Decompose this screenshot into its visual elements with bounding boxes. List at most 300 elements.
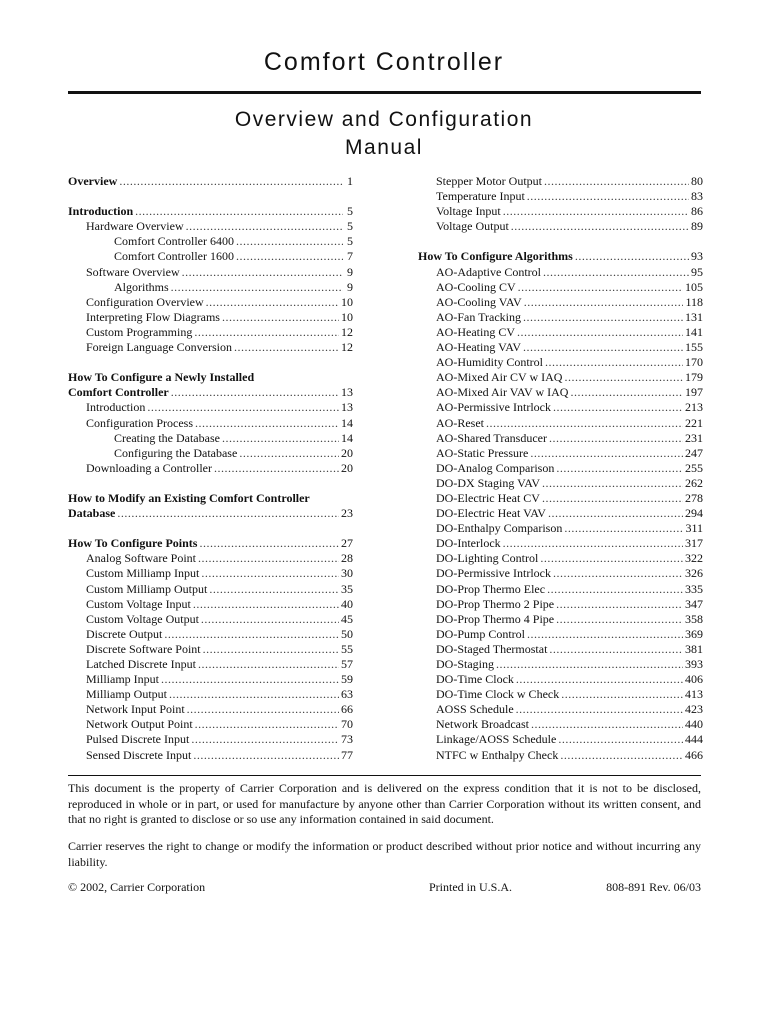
toc-entry-label: DO-Time Clock w Check [436, 687, 560, 702]
toc-leader-dots [187, 702, 339, 717]
toc-entry-label: Discrete Output [86, 626, 163, 641]
toc-leader-dots [147, 400, 339, 415]
toc-page-number: 50 [341, 626, 353, 641]
toc-entry[interactable] [418, 521, 703, 536]
toc-entry-label: DO-Electric Heat VAV [436, 506, 546, 521]
toc-leader-dots [209, 582, 339, 597]
toc-page-number: 413 [685, 687, 703, 702]
toc-leader-dots [560, 748, 683, 763]
toc-entry-label: Custom Programming [86, 324, 193, 339]
toc-page-number: 255 [685, 460, 703, 475]
toc-page-number: 83 [691, 189, 703, 204]
toc-entry-label: How to Modify an Existing Comfort Controller [68, 490, 310, 505]
toc-entry-label: Sensed Discrete Input [86, 747, 192, 762]
toc-leader-dots [570, 385, 683, 400]
toc-leader-dots [547, 582, 683, 597]
toc-entry-label: Voltage Input [436, 204, 501, 219]
toc-left-column [68, 174, 353, 763]
toc-leader-dots [171, 280, 343, 295]
toc-leader-dots [195, 416, 339, 431]
toc-page-number: 322 [685, 551, 703, 566]
toc-page-number: 5 [347, 204, 353, 219]
toc-leader-dots [119, 174, 343, 189]
toc-entry[interactable] [68, 385, 353, 400]
toc-entry-label: Linkage/AOSS Schedule [436, 732, 557, 747]
toc-entry-label: AO-Fan Tracking [436, 309, 522, 324]
toc-page-number: 347 [685, 596, 703, 611]
toc-entry[interactable] [418, 446, 703, 461]
toc-entry[interactable] [68, 370, 353, 385]
toc-page-number: 12 [341, 324, 353, 339]
toc-entry[interactable] [68, 295, 353, 310]
toc-entry-label: Configuration Overview [86, 294, 204, 309]
toc-page-number: 5 [347, 234, 353, 249]
toc-entry-label: DO-Staging [436, 657, 494, 671]
toc-entry-label: AO-Adaptive Control [436, 264, 541, 279]
toc-entry-label: Network Output Point [86, 717, 193, 732]
toc-page-number: 14 [341, 430, 353, 445]
toc-leader-dots [503, 204, 689, 219]
toc-entry-label: Milliamp Input [86, 672, 159, 687]
toc-page-number: 12 [341, 340, 353, 355]
toc-entry-label: DO-Prop Thermo Elec [436, 581, 546, 596]
toc-spacer [68, 189, 353, 204]
toc-entry[interactable] [418, 400, 703, 415]
toc-leader-dots [549, 642, 683, 657]
toc-leader-dots [193, 748, 339, 763]
toc-entry[interactable] [418, 657, 703, 672]
toc-entry[interactable] [68, 461, 353, 476]
toc-entry-label: AO-Heating VAV [436, 340, 522, 355]
toc-page-number: 23 [341, 506, 353, 521]
toc-entry-label: Foreign Language Conversion [86, 340, 232, 355]
toc-entry[interactable] [418, 265, 703, 280]
toc-right-column [418, 174, 703, 763]
toc-page-number: 326 [685, 566, 703, 581]
toc-leader-dots [516, 672, 683, 687]
toc-entry-label: AO-Static Pressure [436, 445, 529, 460]
toc-page-number: 80 [691, 174, 703, 188]
toc-entry-label: Stepper Motor Output [436, 174, 542, 188]
toc-page-number: 89 [691, 219, 703, 234]
footer-rule [68, 775, 701, 776]
toc-entry[interactable] [68, 597, 353, 612]
toc-entry[interactable] [68, 582, 353, 597]
toc-leader-dots [530, 446, 683, 461]
toc-entry-label: DO-Prop Thermo 4 Pipe [436, 611, 555, 626]
toc-page-number: 335 [685, 581, 703, 596]
toc-entry[interactable] [418, 280, 703, 295]
toc-leader-dots [222, 431, 339, 446]
toc-entry-label: Latched Discrete Input [86, 657, 196, 671]
toc-page-number: 55 [341, 641, 353, 656]
toc-spacer [68, 476, 353, 491]
toc-entry-label: Custom Voltage Output [86, 611, 199, 626]
toc-page-number: 294 [685, 506, 703, 521]
toc-page-number: 93 [691, 249, 703, 264]
toc-entry[interactable] [68, 234, 353, 249]
toc-page-number: 13 [341, 400, 353, 415]
toc-entry-label: NTFC w Enthalpy Check [436, 747, 559, 762]
toc-page-number: 20 [341, 445, 353, 460]
toc-page-number: 311 [685, 521, 703, 536]
toc-page-number: 57 [341, 657, 353, 671]
toc-entry-label: Network Input Point [86, 702, 185, 717]
toc-entry-label: Configuration Process [86, 415, 193, 430]
toc-page-number: 155 [685, 340, 703, 355]
toc-page-number: 369 [685, 626, 703, 641]
toc-page-number: 35 [341, 581, 353, 596]
toc-spacer [418, 234, 703, 249]
toc-entry[interactable] [68, 566, 353, 581]
toc-page-number: 10 [341, 294, 353, 309]
toc-entry[interactable] [68, 416, 353, 431]
toc-entry[interactable] [68, 325, 353, 340]
toc-leader-dots [544, 174, 689, 189]
toc-entry-label: Custom Voltage Input [86, 596, 191, 611]
toc-page-number: 170 [685, 355, 703, 370]
toc-entry[interactable] [68, 431, 353, 446]
toc-entry[interactable] [68, 204, 353, 219]
toc-entry[interactable] [68, 400, 353, 415]
toc-entry-label: Comfort Controller [68, 385, 169, 400]
toc-leader-dots [206, 295, 339, 310]
toc-leader-dots [511, 219, 689, 234]
toc-page-number: 317 [685, 536, 703, 551]
toc-page-number: 118 [685, 294, 703, 309]
toc-entry-label: How To Configure Algorithms [418, 249, 573, 264]
toc-entry[interactable] [68, 732, 353, 747]
toc-page-number: 221 [685, 415, 703, 430]
toc-page-number: 197 [685, 385, 703, 400]
toc-page-number: 1 [347, 174, 353, 188]
toc-entry-label: DO-Permissive Intrlock [436, 566, 551, 581]
toc-entry-label: Custom Milliamp Input [86, 566, 200, 581]
toc-leader-dots [201, 566, 339, 581]
toc-page-number: 20 [341, 460, 353, 475]
toc-leader-dots [540, 551, 683, 566]
toc-leader-dots [523, 340, 683, 355]
property-notice: This document is the property of Carrier Corporation and is delivered on the express condition that it is not to be disclosed, reproduced in whole or in part, or used for manufacture by anyone other than Carrier Corporation without its written consent, and that no right is granted to disclose or so use any information contained in said document. [68, 781, 701, 826]
toc-leader-dots [553, 400, 683, 415]
toc-entry[interactable] [418, 310, 703, 325]
toc-page-number: 14 [341, 415, 353, 430]
toc-page-number: 73 [341, 732, 353, 747]
toc-entry-label: Configuring the Database [114, 445, 238, 460]
subtitle-line-1: Overview and Configuration [234, 108, 534, 131]
toc-entry[interactable] [418, 385, 703, 400]
toc-entry[interactable] [418, 687, 703, 702]
toc-leader-dots [169, 687, 339, 702]
toc-page-number: 59 [341, 672, 353, 687]
toc-entry-label: Interpreting Flow Diagrams [86, 309, 220, 324]
toc-entry-label: Hardware Overview [86, 219, 184, 234]
toc-entry-label: Custom Milliamp Output [86, 581, 208, 596]
toc-leader-dots [516, 702, 683, 717]
toc-entry[interactable] [68, 340, 353, 355]
toc-leader-dots [191, 732, 339, 747]
toc-page-number: 95 [691, 264, 703, 279]
toc-entry[interactable] [418, 491, 703, 506]
printed-in: Printed in U.S.A. [429, 880, 513, 894]
toc-entry-label: DO-Prop Thermo 2 Pipe [436, 596, 555, 611]
toc-page-number: 440 [685, 717, 703, 732]
toc-entry[interactable] [418, 340, 703, 355]
toc-entry-label: Downloading a Controller [86, 460, 212, 475]
toc-leader-dots [203, 642, 339, 657]
toc-page-number: 5 [347, 219, 353, 234]
toc-leader-dots [234, 340, 339, 355]
toc-page-number: 231 [685, 430, 703, 445]
toc-entry[interactable] [418, 642, 703, 657]
copyright: © 2002, Carrier Corporation [68, 880, 206, 894]
toc-entry-label: AO-Heating CV [436, 324, 515, 339]
toc-page-number: 10 [341, 309, 353, 324]
toc-entry-label: How To Configure Points [68, 536, 198, 551]
toc-entry[interactable] [418, 476, 703, 491]
toc-entry-label: DO-Enthalpy Comparison [436, 521, 563, 536]
toc-page-number: 358 [685, 611, 703, 626]
toc-entry[interactable] [418, 295, 703, 310]
toc-leader-dots [518, 280, 683, 295]
toc-leader-dots [542, 476, 683, 491]
toc-page-number: 70 [341, 717, 353, 732]
toc-entry-label: DO-Staged Thermostat [436, 641, 548, 656]
toc-leader-dots [214, 461, 339, 476]
toc-page-number: 213 [685, 400, 703, 415]
reserve-notice: Carrier reserves the right to change or modify the information or product described without prior notice and without incurring any liability. [68, 839, 701, 869]
toc-entry[interactable] [418, 597, 703, 612]
toc-leader-dots [556, 612, 683, 627]
toc-leader-dots [194, 325, 339, 340]
document-title: Comfort Controller [263, 48, 505, 76]
toc-leader-dots [164, 627, 339, 642]
toc-leader-dots [236, 234, 343, 249]
toc-entry-label: Network Broadcast [436, 717, 529, 732]
toc-leader-dots [527, 189, 689, 204]
toc-leader-dots [556, 461, 683, 476]
toc-entry[interactable] [418, 325, 703, 340]
toc-entry[interactable] [68, 612, 353, 627]
toc-entry[interactable] [418, 204, 703, 219]
toc-leader-dots [549, 431, 683, 446]
toc-entry[interactable] [418, 355, 703, 370]
toc-entry-label: Comfort Controller 6400 [114, 234, 234, 249]
toc-entry-label: DO-Analog Comparison [436, 460, 555, 475]
toc-entry[interactable] [418, 431, 703, 446]
toc-entry-label: Software Overview [86, 264, 180, 279]
toc-entry[interactable] [68, 717, 353, 732]
toc-entry[interactable] [68, 536, 353, 551]
toc-entry[interactable] [68, 219, 353, 234]
toc-leader-dots [545, 355, 683, 370]
toc-page-number: 423 [685, 702, 703, 717]
toc-entry-label: DO-DX Staging VAV [436, 475, 541, 490]
toc-entry[interactable] [68, 174, 353, 189]
document-subtitle [0, 106, 768, 162]
toc-entry[interactable] [418, 536, 703, 551]
toc-page-number: 179 [685, 370, 703, 385]
toc-entry-label: Introduction [68, 204, 134, 219]
toc-entry-label: DO-Lighting Control [436, 551, 539, 566]
toc-entry[interactable] [418, 416, 703, 431]
toc-leader-dots [564, 370, 683, 385]
toc-entry-label: Introduction [86, 400, 146, 415]
toc-page-number: 381 [685, 641, 703, 656]
toc-entry[interactable] [418, 672, 703, 687]
toc-entry[interactable] [418, 551, 703, 566]
toc-page-number: 466 [685, 747, 703, 762]
toc-leader-dots [201, 612, 339, 627]
toc-leader-dots [135, 204, 343, 219]
toc-entry-label: AOSS Schedule [436, 702, 514, 717]
toc-page-number: 40 [341, 596, 353, 611]
toc-entry[interactable] [68, 551, 353, 566]
toc-leader-dots [556, 597, 683, 612]
toc-entry[interactable] [418, 174, 703, 189]
toc-entry-label: AO-Humidity Control [436, 355, 543, 370]
toc-entry[interactable] [418, 748, 703, 763]
toc-page-number: 86 [691, 204, 703, 219]
toc-leader-dots [222, 310, 339, 325]
toc-leader-dots [524, 295, 684, 310]
toc-page-number: 247 [685, 445, 703, 460]
toc-spacer [68, 355, 353, 370]
toc-page-number: 9 [347, 264, 353, 279]
toc-entry-label: AO-Mixed Air VAV w IAQ [436, 385, 569, 400]
toc-leader-dots [486, 416, 683, 431]
toc-entry-label: Milliamp Output [86, 687, 167, 702]
toc-page-number: 28 [341, 551, 353, 566]
toc-leader-dots [496, 657, 683, 672]
toc-entry-label: DO-Time Clock [436, 672, 514, 687]
toc-entry[interactable] [418, 506, 703, 521]
toc-leader-dots [548, 506, 683, 521]
toc-entry-label: Analog Software Point [86, 551, 196, 566]
toc-entry[interactable] [68, 748, 353, 763]
toc-entry-label: AO-Shared Transducer [436, 430, 547, 445]
toc-leader-dots [195, 717, 339, 732]
toc-entry[interactable] [418, 627, 703, 642]
toc-leader-dots [199, 536, 339, 551]
toc-entry[interactable] [68, 687, 353, 702]
toc-leader-dots [543, 265, 689, 280]
toc-leader-dots [198, 551, 339, 566]
toc-page-number: 9 [347, 279, 353, 294]
toc-leader-dots [558, 732, 683, 747]
toc-page-number: 13 [341, 385, 353, 400]
toc-entry[interactable] [68, 657, 353, 672]
toc-leader-dots [186, 219, 343, 234]
toc-entry[interactable] [418, 732, 703, 747]
toc-entry-label: AO-Cooling VAV [436, 294, 522, 309]
toc-page-number: 131 [685, 309, 703, 324]
toc-page-number: 393 [685, 657, 703, 671]
toc-leader-dots [193, 597, 339, 612]
toc-page-number: 77 [341, 747, 353, 762]
toc-leader-dots [198, 657, 339, 672]
toc-leader-dots [542, 491, 683, 506]
toc-entry-label: Creating the Database [114, 430, 220, 445]
toc-leader-dots [161, 672, 339, 687]
toc-entry-label: DO-Electric Heat CV [436, 490, 540, 505]
toc-leader-dots [117, 506, 339, 521]
toc-entry[interactable] [418, 612, 703, 627]
toc-leader-dots [517, 325, 683, 340]
document-number: 808-891 Rev. 06/03 [606, 880, 701, 894]
toc-entry-label: AO-Cooling CV [436, 279, 516, 294]
toc-entry[interactable] [418, 219, 703, 234]
toc-page-number: 406 [685, 672, 703, 687]
toc-entry[interactable] [418, 461, 703, 476]
toc-entry[interactable] [418, 189, 703, 204]
toc-entry[interactable] [68, 627, 353, 642]
toc-page-number: 27 [341, 536, 353, 551]
toc-entry[interactable] [418, 582, 703, 597]
toc-leader-dots [553, 566, 683, 581]
toc-entry[interactable] [68, 310, 353, 325]
toc-entry[interactable] [68, 446, 353, 461]
toc-entry[interactable] [68, 265, 353, 280]
toc-page-number: 7 [347, 249, 353, 264]
toc-leader-dots [236, 249, 343, 264]
toc-entry-label: DO-Pump Control [436, 626, 526, 641]
toc-entry[interactable] [68, 506, 353, 521]
toc-entry[interactable] [68, 642, 353, 657]
toc-entry-label: DO-Interlock [436, 536, 501, 551]
toc-page-number: 105 [685, 279, 703, 294]
title-rule [68, 91, 701, 94]
toc-leader-dots [527, 627, 683, 642]
toc-page-number: 444 [685, 732, 703, 747]
toc-entry-label: Comfort Controller 1600 [114, 249, 234, 264]
toc-page-number: 30 [341, 566, 353, 581]
toc-page-number: 45 [341, 611, 353, 626]
toc-leader-dots [564, 521, 683, 536]
toc-page-number: 66 [341, 702, 353, 717]
toc-leader-dots [503, 536, 683, 551]
toc-entry-label: Algorithms [114, 279, 169, 294]
toc-entry[interactable] [68, 702, 353, 717]
toc-entry[interactable] [68, 280, 353, 295]
subtitle-line-2: Manual [345, 136, 423, 159]
toc-entry[interactable] [418, 702, 703, 717]
toc-entry-label: AO-Mixed Air CV w IAQ [436, 370, 563, 385]
toc-spacer [68, 521, 353, 536]
toc-leader-dots [575, 249, 689, 264]
toc-entry-label: Discrete Software Point [86, 641, 201, 656]
toc-entry[interactable] [68, 249, 353, 264]
toc-entry-label: Overview [68, 174, 118, 188]
toc-entry-label: AO-Permissive Intrlock [436, 400, 551, 415]
toc-entry-label: AO-Reset [436, 415, 484, 430]
toc-entry[interactable] [418, 370, 703, 385]
toc-entry-label: Temperature Input [436, 189, 525, 204]
toc-entry[interactable] [68, 491, 353, 506]
toc-entry[interactable] [418, 566, 703, 581]
toc-entry[interactable] [418, 717, 703, 732]
toc-entry[interactable] [418, 249, 703, 264]
toc-leader-dots [561, 687, 683, 702]
toc-entry[interactable] [68, 672, 353, 687]
toc-entry-label: Voltage Output [436, 219, 509, 234]
toc-entry-label: Database [68, 506, 116, 521]
toc-page-number: 141 [685, 324, 703, 339]
toc-page-number: 262 [685, 475, 703, 490]
toc-entry-label: How To Configure a Newly Installed [68, 370, 255, 385]
toc-page-number: 278 [685, 490, 703, 505]
toc-leader-dots [171, 385, 339, 400]
